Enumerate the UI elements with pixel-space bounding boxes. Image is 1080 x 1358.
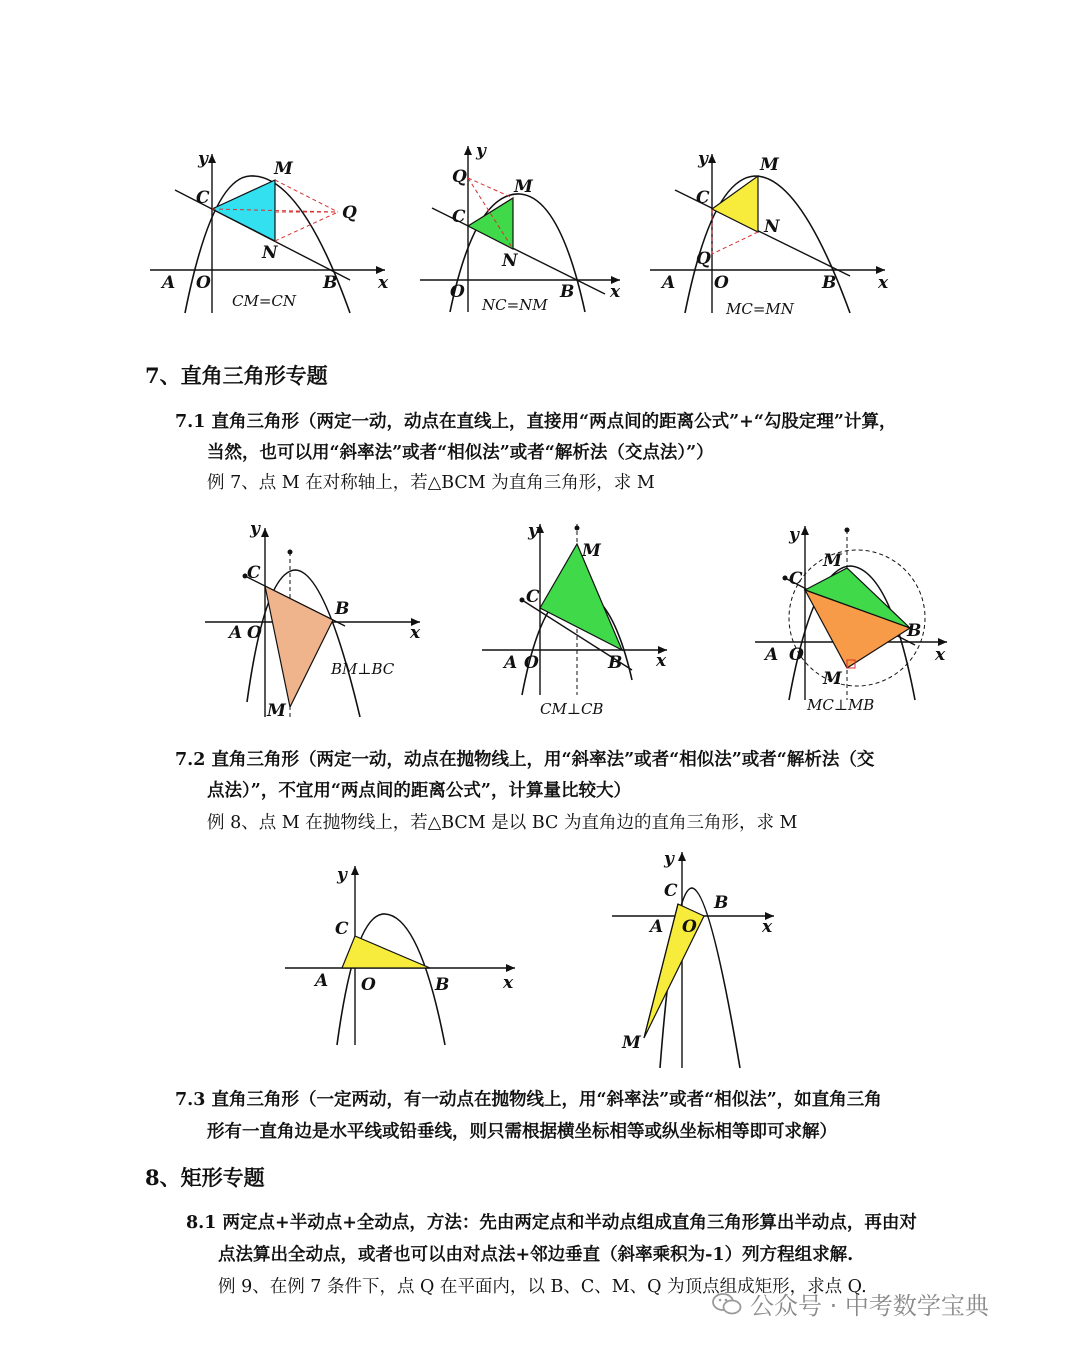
label-a: A <box>662 273 676 293</box>
label-m: M <box>274 159 293 179</box>
example-8: 例 8、点 M 在抛物线上，若△BCM 是以 BC 为直角边的直角三角形，求 M <box>207 813 798 833</box>
figure-nc-nm <box>420 142 630 318</box>
label-c: C <box>526 587 540 607</box>
label-y: y <box>337 865 347 885</box>
label-a: A <box>229 623 243 643</box>
caption: CM⊥CB <box>540 700 604 718</box>
label-m: M <box>622 1033 641 1053</box>
label-o: O <box>682 917 697 937</box>
label-x: x <box>610 282 621 302</box>
label-c: C <box>452 207 466 227</box>
s81-line2: 点法算出全动点，或者也可以由对点法+邻边垂直（斜率乘积为-1）列方程组求解. <box>218 1245 854 1265</box>
section-7-title: 7、直角三角形专题 <box>145 363 328 388</box>
label-b: B <box>907 621 922 641</box>
s73-line1: 7.3 直角三角形（一定两动，有一动点在抛物线上，用“斜率法”或者“相似法”，如直角三角 <box>175 1090 882 1110</box>
label-b: B <box>608 653 623 673</box>
label-n: N <box>502 251 518 271</box>
figure-cm-cn <box>150 148 395 318</box>
figure-mc-mb <box>755 520 955 720</box>
label-c: C <box>335 919 349 939</box>
caption: NC=NM <box>482 296 548 314</box>
label-n: N <box>764 217 780 237</box>
s71-line2: 当然，也可以用“斜率法”或者“相似法”或者“解析法（交点法）”） <box>207 443 714 463</box>
label-o: O <box>524 653 539 673</box>
label-b: B <box>323 273 338 293</box>
label-m-top: M <box>823 551 842 571</box>
label-x: x <box>762 917 773 937</box>
label-o: O <box>361 975 376 995</box>
label-x: x <box>935 645 946 665</box>
s71-line1: 7.1 直角三角形（两定一动，动点在直线上，直接用“两点间的距离公式”+“勾股定理”计算， <box>175 412 897 432</box>
label-x: x <box>503 973 514 993</box>
label-y: y <box>250 519 260 539</box>
wechat-icon <box>712 1292 742 1316</box>
figure-cm-cb <box>482 520 682 720</box>
label-x: x <box>878 273 889 293</box>
figure-bm-bc <box>205 519 430 722</box>
label-o: O <box>789 645 804 665</box>
caption: MC⊥MB <box>807 696 875 714</box>
label-q: Q <box>452 167 467 187</box>
label-y: y <box>476 141 486 161</box>
watermark-text: 公众号 · 中考数学宝典 <box>750 1292 989 1320</box>
label-o: O <box>247 623 262 643</box>
label-o: O <box>196 273 211 293</box>
label-a: A <box>162 273 176 293</box>
label-x: x <box>656 651 667 671</box>
s73-line2: 形有一直角边是水平线或铅垂线，则只需根据横坐标相等或纵坐标相等即可求解） <box>207 1122 837 1142</box>
label-o: O <box>450 282 465 302</box>
label-b: B <box>335 599 350 619</box>
label-c: C <box>696 188 710 208</box>
s72-line1: 7.2 直角三角形（两定一动，动点在抛物线上，用“斜率法”或者“相似法”或者“解析法（交 <box>175 750 875 770</box>
label-y: y <box>789 525 799 545</box>
label-q: Q <box>342 203 357 223</box>
example-7: 例 7、点 M 在对称轴上，若△BCM 为直角三角形，求 M <box>207 473 655 493</box>
label-o: O <box>714 273 729 293</box>
label-c: C <box>247 563 261 583</box>
caption: BM⊥BC <box>331 660 395 678</box>
label-c: C <box>664 881 678 901</box>
label-x: x <box>410 623 421 643</box>
label-c: C <box>789 569 803 589</box>
label-y: y <box>528 521 538 541</box>
label-b: B <box>435 975 450 995</box>
label-y: y <box>198 149 208 169</box>
example-9: 例 9、在例 7 条件下，点 Q 在平面内，以 B、C、M、Q 为顶点组成矩形，求点 Q. <box>218 1277 867 1297</box>
label-c: C <box>196 188 210 208</box>
label-m: M <box>267 701 286 721</box>
label-n: N <box>262 243 278 263</box>
s72-line2: 点法）”，不宜用“两点间的距离公式”，计算量比较大） <box>207 781 631 801</box>
label-y: y <box>698 149 708 169</box>
caption: CM=CN <box>232 292 297 310</box>
label-a: A <box>765 645 779 665</box>
label-a: A <box>650 917 664 937</box>
label-b: B <box>714 893 729 913</box>
figure-mc-mn <box>650 148 895 323</box>
label-q: Q <box>696 249 711 269</box>
s81-line1: 8.1 两定点+半动点+全动点，方法：先由两定点和半动点组成直角三角形算出半动点，再由对 <box>186 1213 917 1233</box>
label-a: A <box>315 971 329 991</box>
label-b: B <box>822 273 837 293</box>
label-m: M <box>582 541 601 561</box>
figure-ex8-a <box>285 860 525 1050</box>
label-m: M <box>760 155 779 175</box>
label-x: x <box>378 273 389 293</box>
watermark <box>712 1286 989 1321</box>
label-m-bottom: M <box>823 669 842 689</box>
label-b: B <box>560 282 575 302</box>
section-8-title: 8、矩形专题 <box>145 1165 265 1190</box>
caption: MC=MN <box>726 300 794 318</box>
label-m: M <box>514 177 533 197</box>
label-a: A <box>504 653 518 673</box>
label-y: y <box>664 849 674 869</box>
figure-ex8-b <box>612 848 792 1068</box>
